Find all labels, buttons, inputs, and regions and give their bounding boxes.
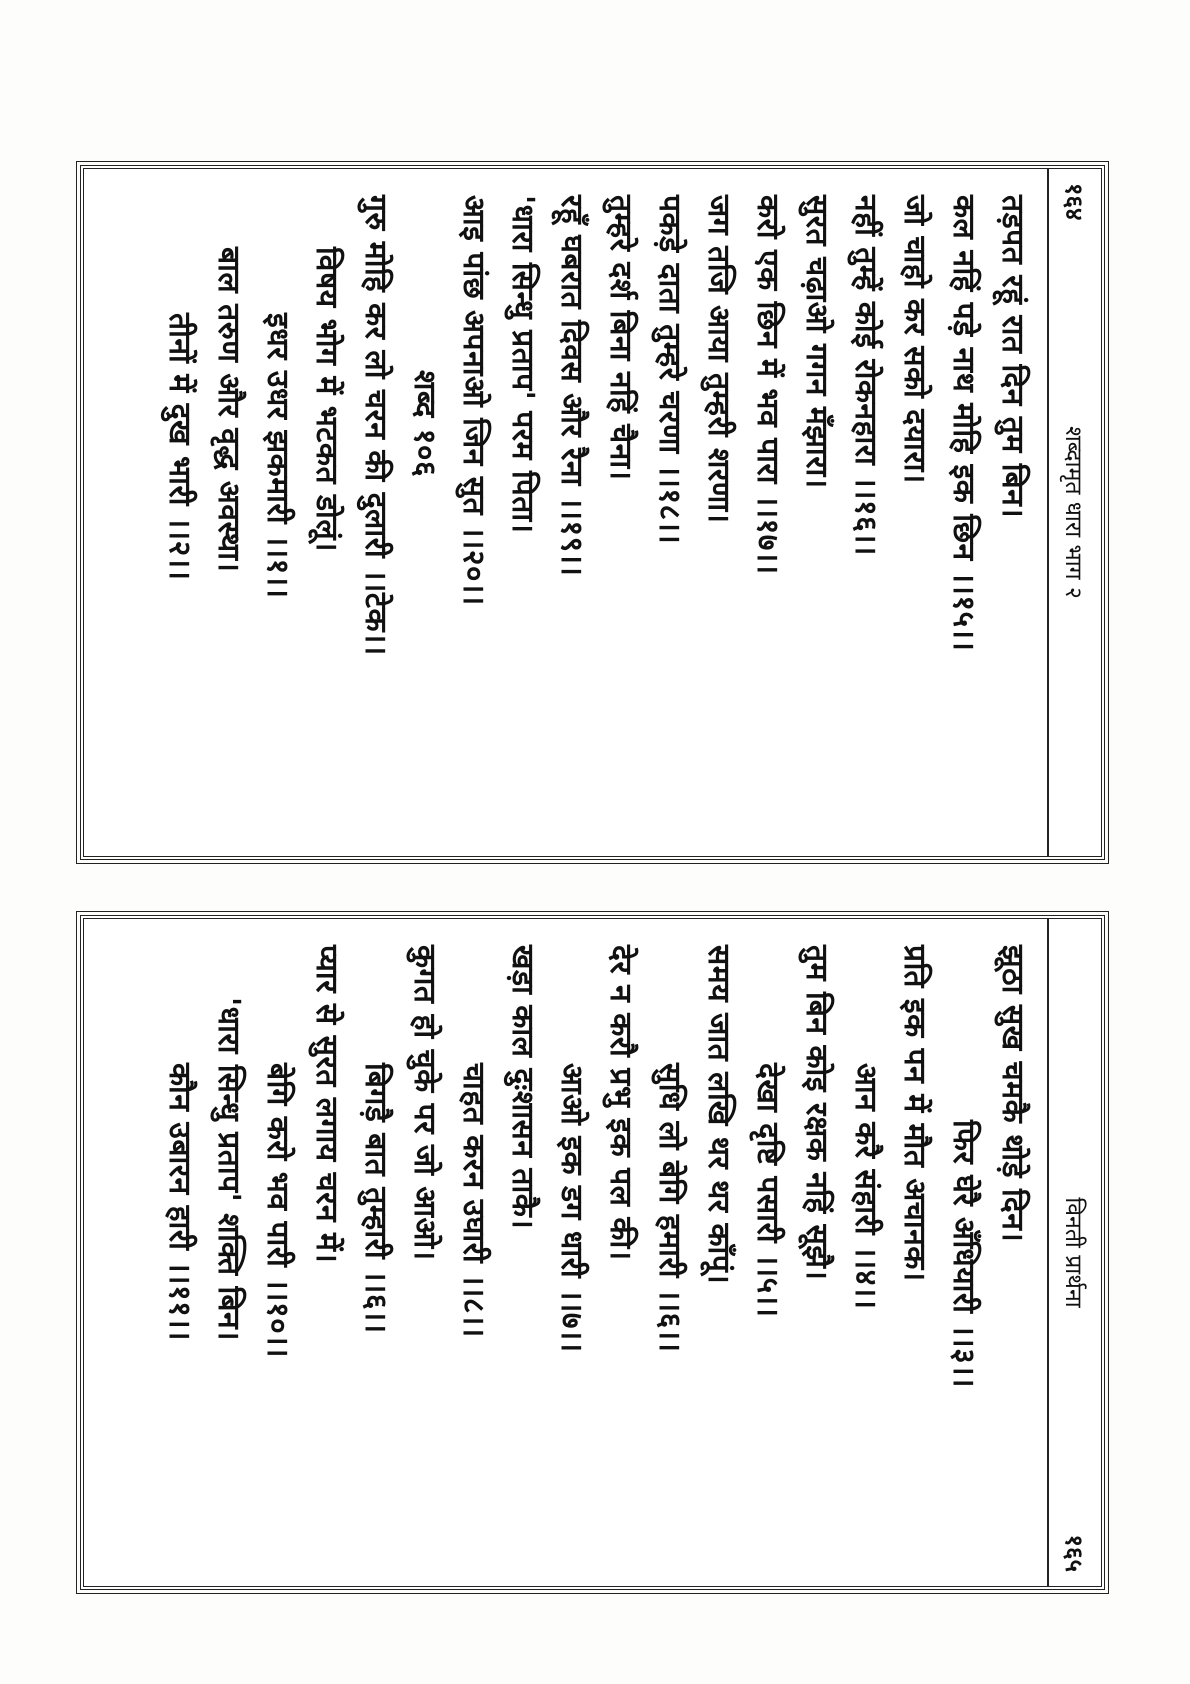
- verse-line: तुम्हरे दर्श बिना नहिं चैना।: [603, 195, 638, 481]
- verse-line: आइ पांछ अपनाओ जिन सुत ।।२०।।: [456, 195, 491, 606]
- verse-line: प्यार से सुरत लगाय चरन में।: [309, 945, 344, 1264]
- left-page-body: [155, 169, 1047, 856]
- verse-line: प्रति इक पन में मौत अचानक।: [897, 945, 932, 1282]
- left-page-content: [84, 169, 1101, 856]
- verse-line: विषय भोग में भटकत डोलूं।: [309, 247, 344, 553]
- verse-line: देखा दृष्टि पसारी ।।५।।: [750, 1063, 785, 1318]
- verse-line: गुरु मोहि कर लो चरन की दुलारी ।।टेक।।: [358, 195, 393, 656]
- verse-line: 'धारा सिन्धु प्रताप' परम पिता।: [505, 195, 540, 534]
- verse-line: तीनों में दुख भारी ।।२।।: [162, 313, 197, 581]
- verse-line: शब्द १०६: [407, 370, 442, 478]
- verse-line: जो चाहो कर सको दयारा।: [897, 195, 932, 484]
- verse-line: पकड़े दाता तुम्हरे चरणा ।।१८।।: [652, 195, 687, 545]
- verse-line: जग तजि आया तुम्हरी शरणा।: [701, 195, 736, 524]
- right-page: [80, 915, 1105, 1590]
- verse-line: बेगि करो भव पारी ।।१०।।: [260, 1063, 295, 1358]
- verse-line: आन करै संहारी ।।४।।: [848, 1063, 883, 1310]
- verse-line: चाहत करन उघारी ।।८।।: [456, 1063, 491, 1338]
- left-page: [80, 165, 1105, 860]
- verse-line: करो एक छिन में भव पारा ।।१७।।: [750, 195, 785, 575]
- verse-line: बाल तरुण और वृद्ध अवस्था।: [211, 247, 246, 573]
- left-running-title: शब्दामृत धारा भाग २: [1060, 426, 1086, 599]
- verse-line: इधर उधर झकमारी ।।१।।: [260, 313, 295, 599]
- verse-line: देर न करौ प्रभु इक पल की।: [603, 945, 638, 1261]
- right-page-number: १६५: [1060, 1534, 1089, 1572]
- right-page-body: [155, 919, 1047, 1586]
- verse-line: झूठा सुख चमकै थोड़े दिन।: [995, 945, 1030, 1243]
- left-page-header: [1047, 169, 1101, 856]
- verse-line: समय जात लखि थर थर काँपूं।: [701, 945, 736, 1285]
- verse-line: खड़ा काल दुःशासन ताकै।: [505, 945, 540, 1230]
- verse-line: फिर घेरै अँधियारी ।।३।।: [946, 1120, 981, 1388]
- right-page-header: [1047, 919, 1101, 1586]
- verse-line: रहूँ घबरात दिवस और रैना ।।१९।।: [554, 195, 589, 577]
- right-page-content: [84, 919, 1101, 1586]
- verse-line: नहीं तुम्हें कोई रोकनहारा ।।१६।।: [848, 195, 883, 556]
- verse-line: कुगत हो चुके पर जो आओ।: [407, 945, 442, 1261]
- left-page-number: १६४: [1060, 183, 1089, 221]
- verse-line: बिगड़ै बात तुम्हारी ।।६।।: [358, 1063, 393, 1334]
- verse-line: तुम बिन कोइ रक्षक नहिं सूझै।: [799, 945, 834, 1281]
- verse-line: कल नहिं पड़े नाथ मोहि इक छिन ।।१५।।: [946, 195, 981, 652]
- verse-line: सुधि लो बेगि हमारी ।।६।।: [652, 1063, 687, 1353]
- right-running-title: विनती प्रार्थना: [1060, 1197, 1086, 1308]
- verse-line: तड़पत रहूं रात दिन तुम बिन।: [995, 195, 1030, 519]
- verse-line: आओ इक डग धारी ।।७।।: [554, 1063, 589, 1353]
- verse-line: सुरत चढ़ाओ गगन मँझारा।: [799, 195, 834, 489]
- verse-line: कौन उबारन हारी ।।११।।: [162, 1063, 197, 1341]
- verse-line: 'धारा सिन्धु प्रताप' शक्ति बिन।: [211, 997, 246, 1341]
